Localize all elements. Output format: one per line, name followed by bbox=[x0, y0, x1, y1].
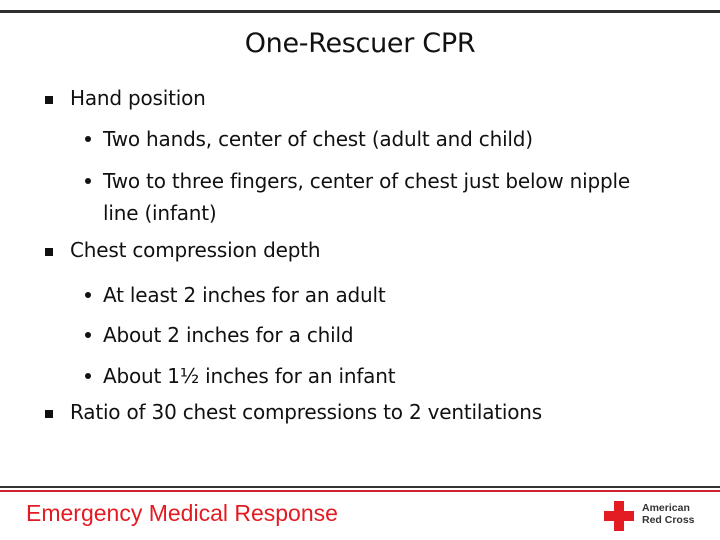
red-cross-logo bbox=[604, 499, 704, 533]
square-bullet-icon bbox=[45, 96, 53, 104]
bullet-two-three-fingers: Two to three fingers, center of chest just below nipple line (infant) bbox=[103, 169, 630, 225]
logo-line-1: American bbox=[642, 502, 690, 514]
dot-bullet-icon bbox=[85, 373, 91, 379]
bullet-adult-depth: At least 2 inches for an adult bbox=[103, 283, 386, 307]
footer-course-name: Emergency Medical Response bbox=[26, 500, 338, 526]
dot-bullet-icon bbox=[85, 178, 91, 184]
bullet-hand-position: Hand position bbox=[70, 86, 206, 110]
footer-divider-red bbox=[0, 490, 720, 492]
square-bullet-icon bbox=[45, 248, 53, 256]
red-cross-icon bbox=[604, 501, 634, 531]
bullet-two-hands: Two hands, center of chest (adult and child) bbox=[103, 127, 533, 151]
square-bullet-icon bbox=[45, 410, 53, 418]
dot-bullet-icon bbox=[85, 292, 91, 298]
logo-wordmark bbox=[642, 502, 695, 526]
bullet-compression-depth: Chest compression depth bbox=[70, 238, 321, 262]
bullet-child-depth: About 2 inches for a child bbox=[103, 323, 354, 347]
dot-bullet-icon bbox=[85, 332, 91, 338]
bullet-infant-depth: About 1½ inches for an infant bbox=[103, 364, 396, 388]
dot-bullet-icon bbox=[85, 136, 91, 142]
footer-divider-dark bbox=[0, 486, 720, 488]
slide-title: One-Rescuer CPR bbox=[244, 28, 476, 59]
logo-line-2: Red Cross bbox=[642, 514, 695, 526]
bullet-ratio: Ratio of 30 chest compressions to 2 ventilations bbox=[70, 400, 543, 424]
